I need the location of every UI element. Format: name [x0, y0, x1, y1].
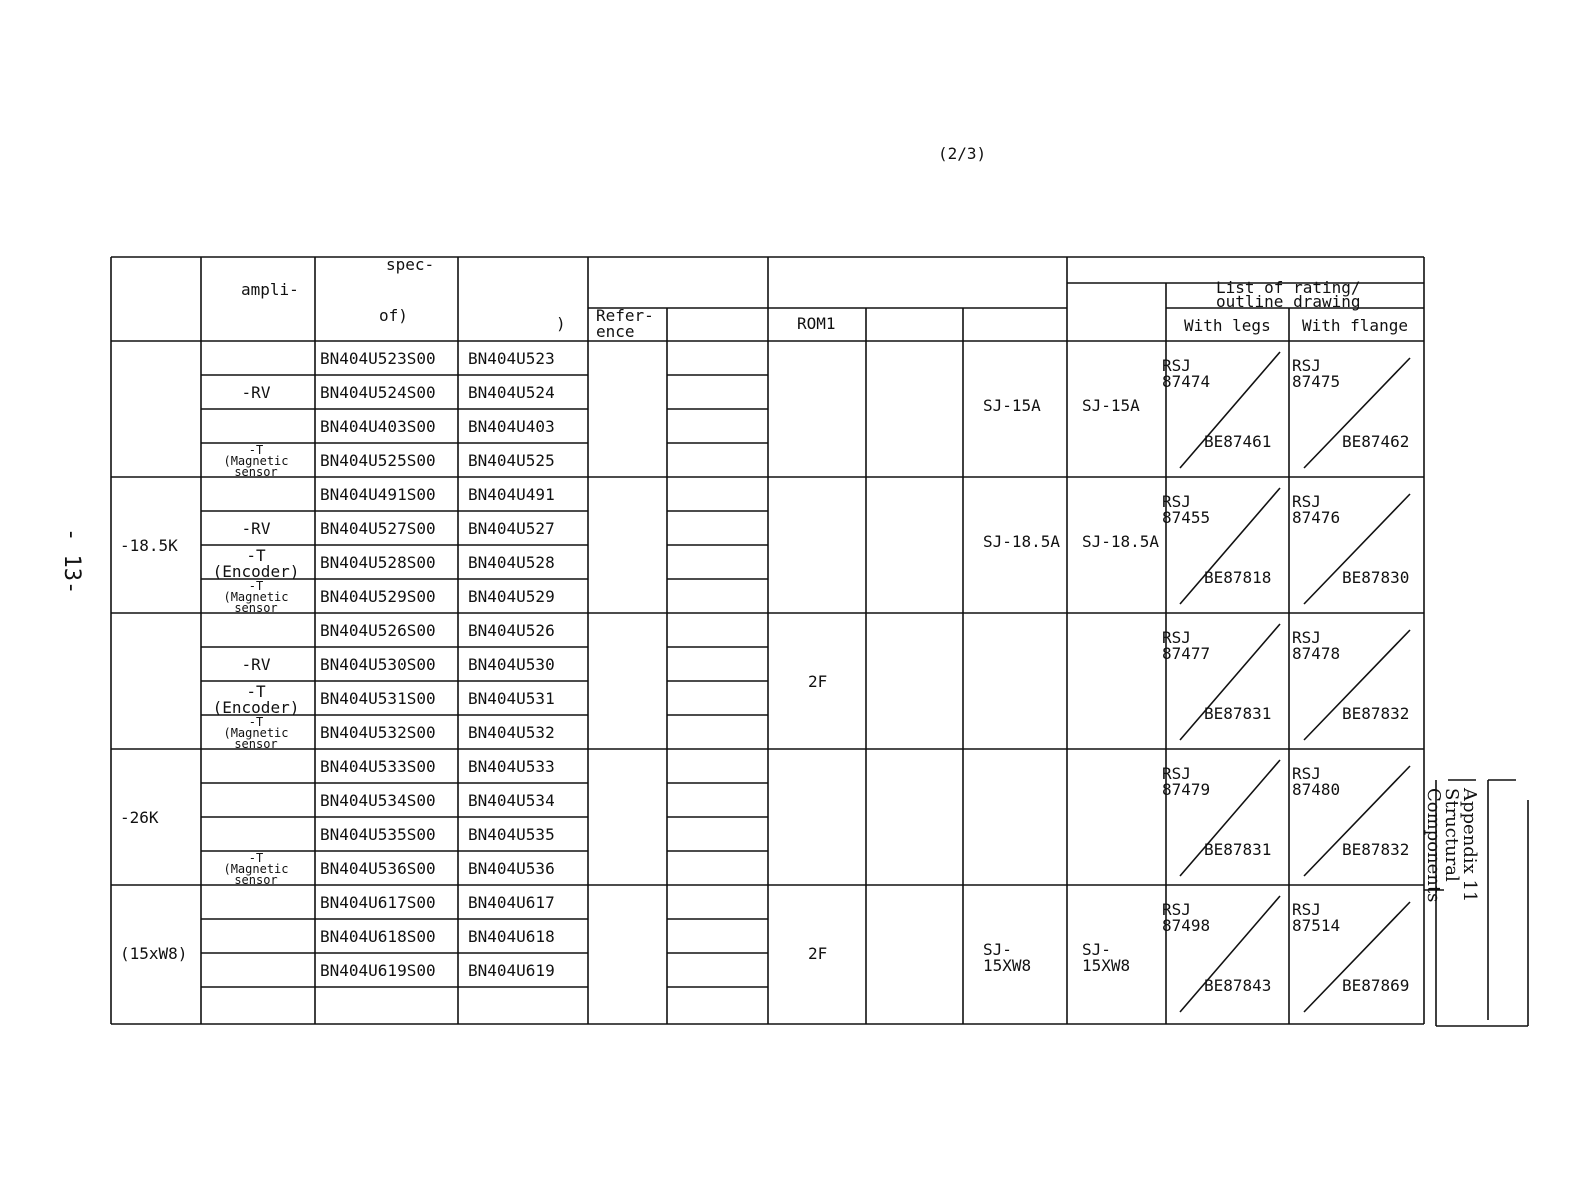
flange-be: BE87462	[1342, 432, 1410, 451]
flange-rsj: RSJ 87478	[1292, 628, 1341, 663]
spec-number: BN404U523S00	[320, 349, 436, 368]
legs-be: BE87831	[1204, 840, 1272, 859]
spec-number: BN404U491S00	[320, 485, 436, 504]
spec-number: BN404U536S00	[320, 859, 436, 878]
spec-number: BN404U530S00	[320, 655, 436, 674]
header-spec: spec-	[386, 255, 435, 274]
spec-number: BN404U535S00	[320, 825, 436, 844]
legs-rsj: RSJ 87477	[1162, 628, 1211, 663]
legs-rsj: RSJ 87474	[1162, 356, 1211, 391]
code-number: BN404U524	[468, 383, 555, 402]
spec-number: BN404U533S00	[320, 757, 436, 776]
variant-label: -RV	[241, 655, 271, 674]
spec-number: BN404U526S00	[320, 621, 436, 640]
legs-rsj: RSJ 87498	[1162, 900, 1211, 935]
legs-rsj: RSJ 87455	[1162, 492, 1211, 527]
code-number: BN404U523	[468, 349, 555, 368]
legs-rsj: RSJ 87479	[1162, 764, 1211, 799]
motor-model-2: SJ-15A	[1082, 396, 1140, 415]
spec-number: BN404U403S00	[320, 417, 436, 436]
flange-be: BE87869	[1342, 976, 1410, 995]
flange-rsj: RSJ 87480	[1292, 764, 1341, 799]
header-with-flange: With flange	[1302, 316, 1408, 335]
spec-number: BN404U619S00	[320, 961, 436, 980]
spec-number: BN404U531S00	[320, 689, 436, 708]
spec-number: BN404U527S00	[320, 519, 436, 538]
code-number: BN404U525	[468, 451, 555, 470]
spec-number: BN404U524S00	[320, 383, 436, 402]
code-number: BN404U530	[468, 655, 555, 674]
variant-label: -T (Magnetic sensor	[223, 715, 289, 752]
legs-be: BE87818	[1204, 568, 1272, 587]
flange-rsj: RSJ 87475	[1292, 356, 1341, 391]
code-number: BN404U527	[468, 519, 555, 538]
appendix-title: Appendix 11	[1459, 788, 1480, 903]
spec-number: BN404U534S00	[320, 791, 436, 810]
code-number: BN404U617	[468, 893, 555, 912]
rom-value: 2F	[808, 672, 828, 691]
code-number: BN404U491	[468, 485, 555, 504]
spec-number: BN404U528S00	[320, 553, 436, 572]
group-label: -26K	[120, 808, 159, 827]
group-label: (15xW8)	[120, 944, 188, 963]
header-ampli: ampli-	[241, 280, 299, 299]
variant-label: -T (Magnetic sensor	[223, 579, 289, 616]
side-page-number: - 13-	[59, 528, 84, 595]
code-number: BN404U531	[468, 689, 555, 708]
header-with-legs: With legs	[1184, 316, 1271, 335]
flange-rsj: RSJ 87476	[1292, 492, 1341, 527]
code-number: BN404U526	[468, 621, 555, 640]
motor-model-2: SJ- 15XW8	[1082, 940, 1131, 975]
variant-label: -T (Encoder)	[212, 682, 300, 717]
code-number: BN404U403	[468, 417, 555, 436]
code-number: BN404U535	[468, 825, 555, 844]
motor-model-2: SJ-18.5A	[1082, 532, 1160, 551]
spec-number: BN404U532S00	[320, 723, 436, 742]
variant-label: -T (Encoder)	[212, 546, 300, 581]
motor-model: SJ-15A	[983, 396, 1041, 415]
code-number: BN404U618	[468, 927, 555, 946]
motor-model: SJ- 15XW8	[983, 940, 1032, 975]
header-paren: )	[556, 314, 566, 333]
variant-label: -RV	[241, 383, 271, 402]
motor-model: SJ-18.5A	[983, 532, 1061, 551]
legs-be: BE87831	[1204, 704, 1272, 723]
spec-number: BN404U529S00	[320, 587, 436, 606]
flange-be: BE87832	[1342, 840, 1410, 859]
flange-be: BE87830	[1342, 568, 1410, 587]
page-indicator: (2/3)	[938, 144, 987, 163]
spec-number: BN404U618S00	[320, 927, 436, 946]
header-rom: ROM1	[797, 314, 836, 333]
legs-be: BE87843	[1204, 976, 1272, 995]
spec-number: BN404U525S00	[320, 451, 436, 470]
variant-label: -T (Magnetic sensor	[223, 443, 289, 480]
code-number: BN404U536	[468, 859, 555, 878]
code-number: BN404U534	[468, 791, 555, 810]
appendix-subtitle: Structural Components	[1423, 788, 1462, 903]
header-of: of)	[379, 306, 408, 325]
code-number: BN404U533	[468, 757, 555, 776]
header-reference: Refer- ence	[596, 306, 654, 341]
spec-number: BN404U617S00	[320, 893, 436, 912]
legs-be: BE87461	[1204, 432, 1272, 451]
code-number: BN404U529	[468, 587, 555, 606]
header-list-of-rating: List of rating/ outline drawing	[1216, 278, 1361, 311]
code-number: BN404U532	[468, 723, 555, 742]
flange-rsj: RSJ 87514	[1292, 900, 1341, 935]
variant-label: -T (Magnetic sensor	[223, 851, 289, 888]
code-number: BN404U619	[468, 961, 555, 980]
rom-value: 2F	[808, 944, 828, 963]
code-number: BN404U528	[468, 553, 555, 572]
variant-label: -RV	[241, 519, 271, 538]
flange-be: BE87832	[1342, 704, 1410, 723]
group-label: -18.5K	[120, 536, 178, 555]
